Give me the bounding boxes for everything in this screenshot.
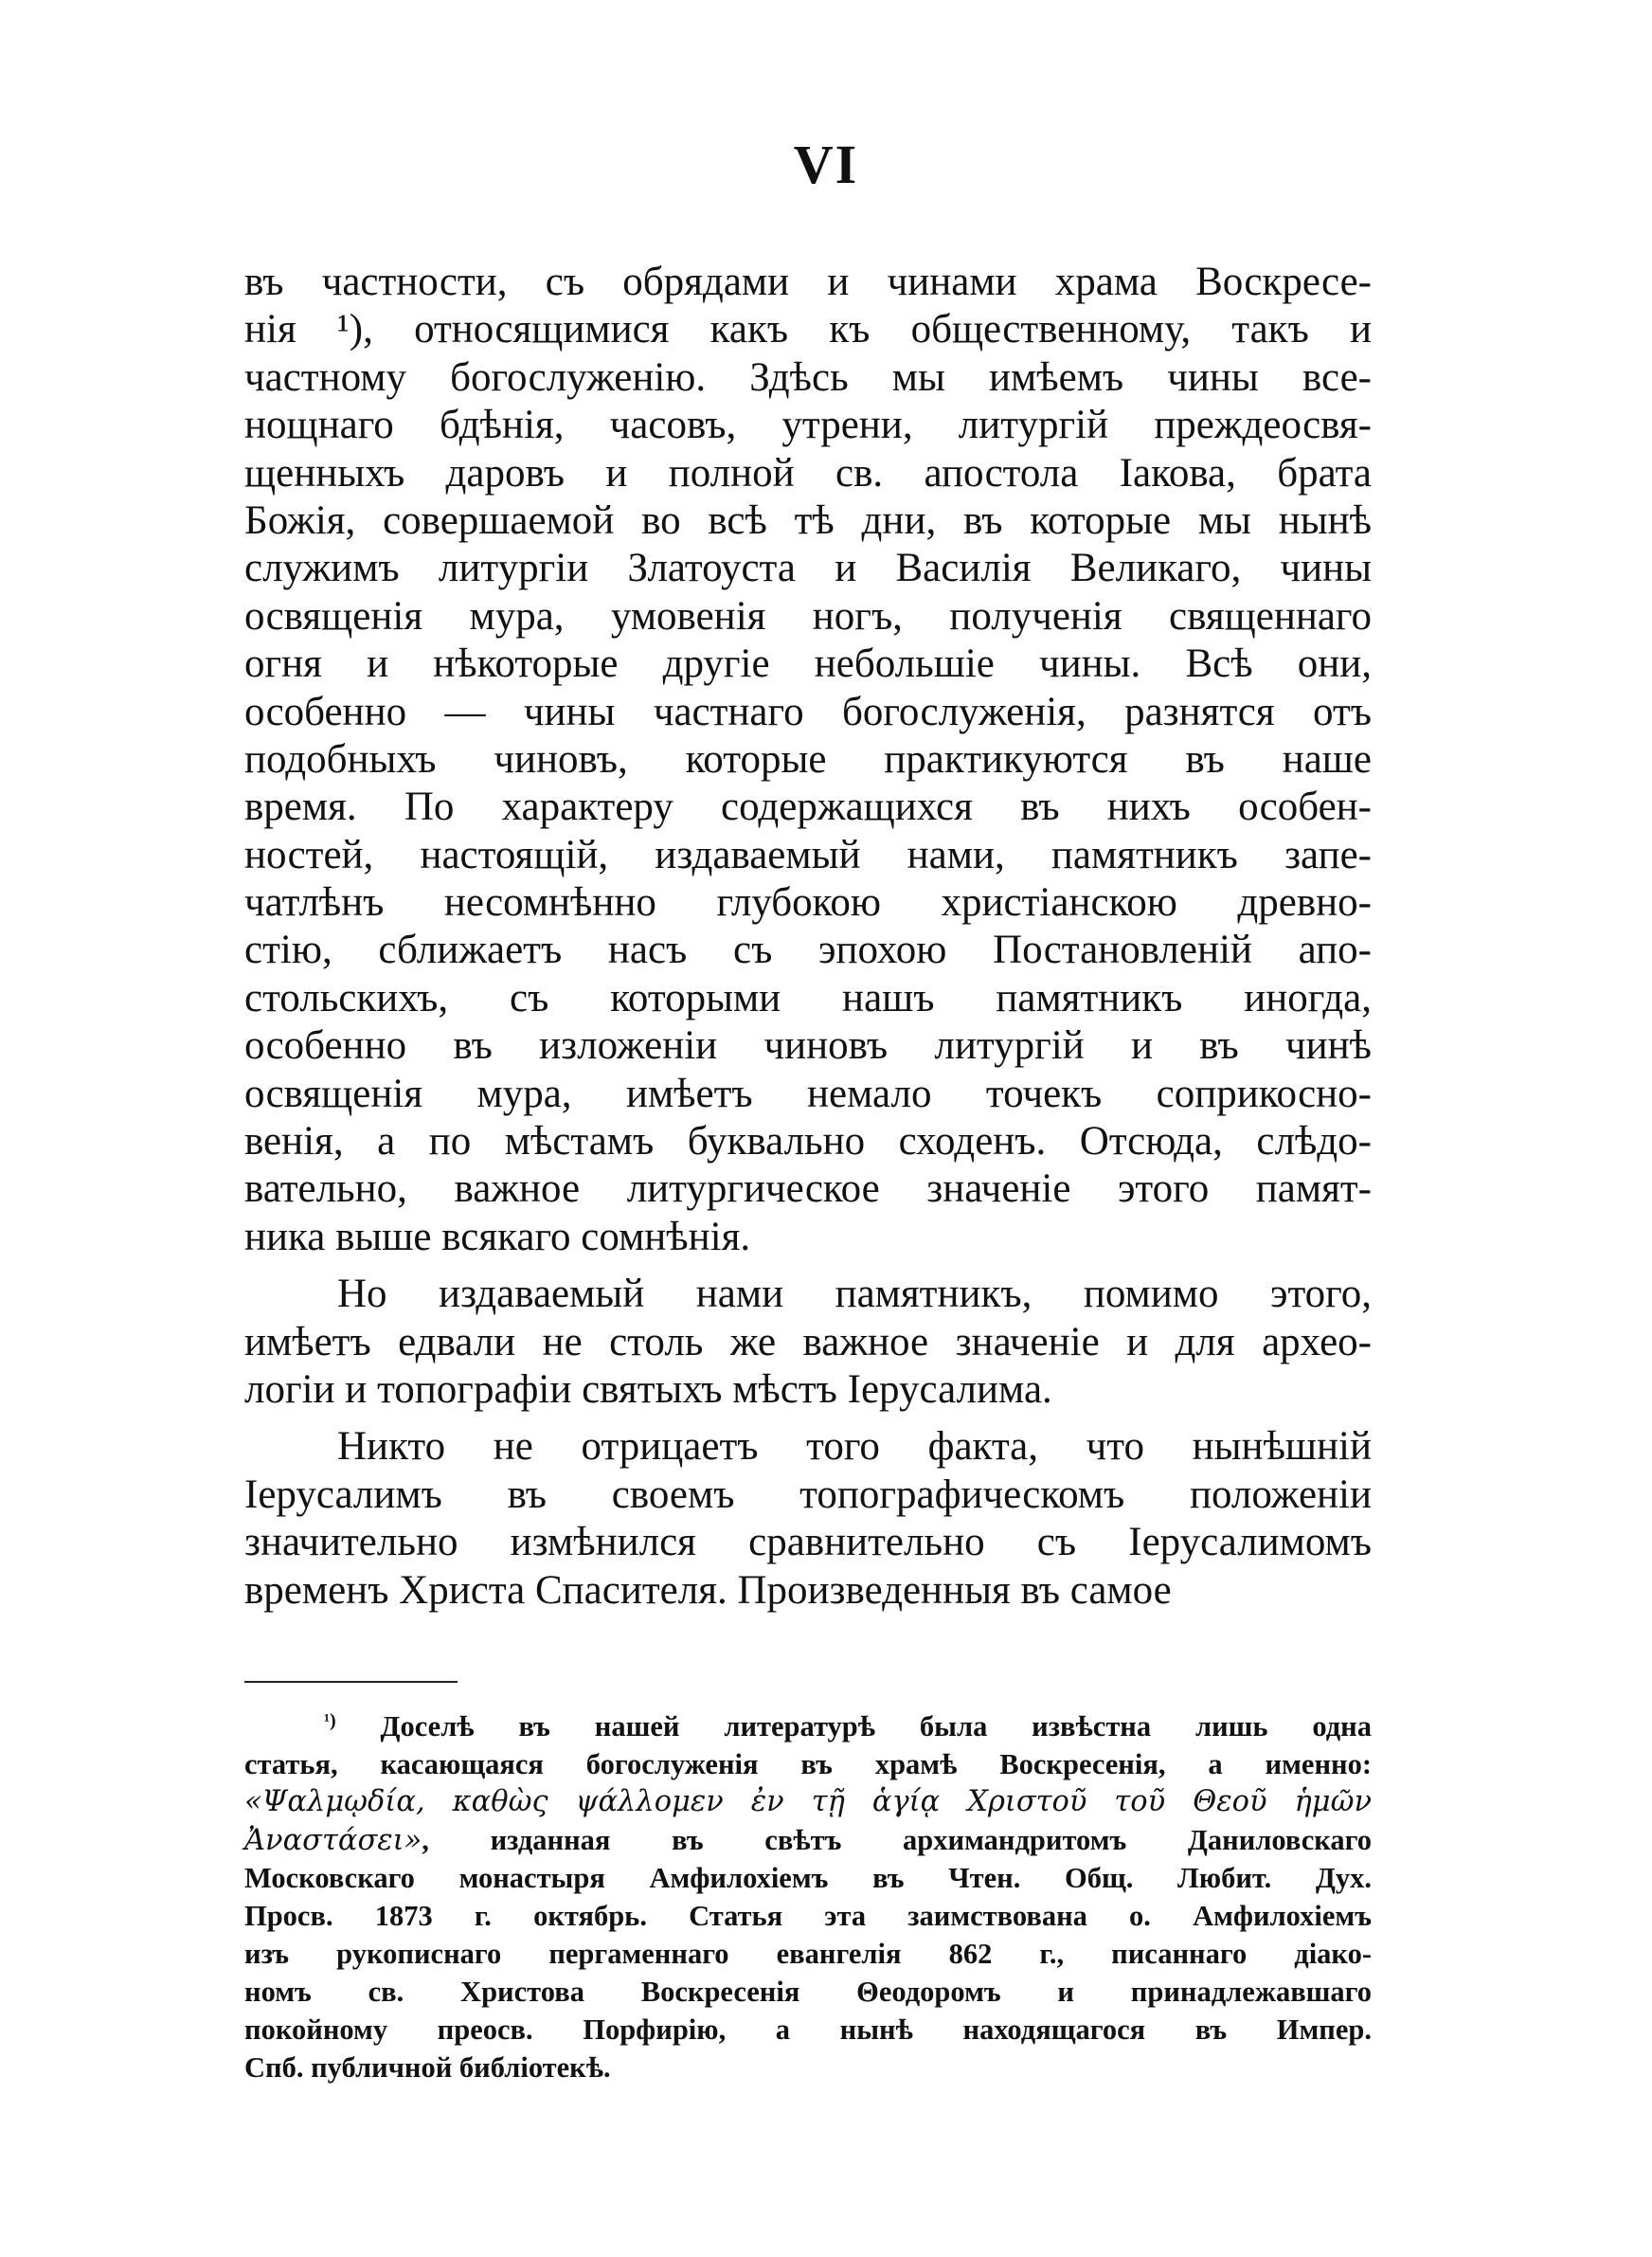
text-line: Божія, совершаемой во всѣ тѣ дни, въ которые мы нынѣ	[244, 497, 1372, 543]
footnote-greek-line: «Ψαλμῳδία, καθὼς ψάλλομεν ἐν τῇ ἁγίᾳ Χριστοῦ τοῦ Θεοῦ ἡμῶν	[244, 1785, 1372, 1818]
footnote-greek-word: Ἀναστάσει»	[244, 1824, 422, 1857]
footnote-line: номъ св. Христова Воскресенія Θеодоромъ и принадлежавшаго	[244, 1976, 1372, 2008]
text-line: освященія мура, умовенія ногъ, полученія священнаго	[244, 593, 1372, 639]
text-line: подобныхъ чиновъ, которые практикуются въ наше	[244, 736, 1372, 782]
text-line: нія ¹), относящимися какъ къ общественному, такъ и	[244, 307, 1372, 352]
footnote-marker: ¹)	[324, 1710, 336, 1731]
footnote-line: Ἀναστάσει», изданная въ свѣтъ архимандритомъ Даниловскаго	[244, 1824, 1372, 1857]
text-line: время. По характеру содержащихся въ нихъ особен-	[244, 785, 1372, 830]
text-line: особенно въ изложеніи чиновъ литургій и въ чинѣ	[244, 1023, 1372, 1069]
text-line: вательно, важное литургическое значеніе этого памят-	[244, 1166, 1372, 1212]
footnote	[244, 1707, 1372, 2086]
text-line: служимъ литургіи Златоуста и Василія Великаго, чины	[244, 546, 1372, 591]
text-line: особенно — чины частнаго богослуженія, разнятся отъ	[244, 689, 1372, 734]
text-line: нощнаго бдѣнія, часовъ, утрени, литургій преждеосвя-	[244, 403, 1372, 448]
footnote-line: Московскаго монастыря Амфилохіемъ въ Чтен. Общ. Любит. Дух.	[244, 1862, 1372, 1894]
paragraph	[244, 1270, 1372, 1413]
text-line: имѣетъ едвали не столь же важное значеніе и для архео-	[244, 1319, 1372, 1364]
footnote-line: Спб. публичной библіотекѣ.	[244, 2051, 611, 2084]
footnote-line: изъ рукописнаго пергаменнаго евангелія 862 г., писаннаго діако-	[244, 1938, 1372, 1970]
page-number: VI	[793, 134, 859, 195]
text-line: щенныхъ даровъ и полной св. апостола Іакова, брата	[244, 450, 1372, 496]
text-line: стольскихъ, съ которыми нашъ памятникъ иногда,	[244, 975, 1372, 1020]
footnote-line: $^{^1)}$ Доселѣ въ нашей литературѣ была извѣстна лишь одна	[324, 1710, 1373, 1742]
text-line: Никто не отрицаетъ того факта, что нынѣшній	[337, 1424, 1372, 1470]
footnote-line: статья, касающаяся богослуженія въ храмѣ Воскресенія, а именно:	[244, 1748, 1372, 1780]
text-line: въ частности, съ обрядами и чинами храма Воскресе-	[244, 260, 1372, 304]
text-line: чатлѣнъ несомнѣнно глубокою христіанскою древно-	[244, 880, 1372, 926]
text-line: ностей, настоящій, издаваемый нами, памятникъ запе-	[244, 832, 1372, 877]
text-line: стію, сближаетъ насъ съ эпохою Постановленій апо-	[244, 928, 1372, 973]
text-line: логіи и топографіи святыхъ мѣстъ Іерусалима.	[244, 1366, 1052, 1412]
paragraph	[244, 258, 1372, 1260]
text-line: венія, а по мѣстамъ буквально сходенъ. Отсюда, слѣдо-	[244, 1119, 1372, 1165]
footnote-rest	[244, 1859, 1372, 2086]
footnote-line: покойному преосв. Порфирію, а нынѣ находящагося въ Импер.	[244, 2013, 1372, 2046]
footnote-line: Просв. 1873 г. октябрь. Статья эта заимствована о. Амфилохіемъ	[244, 1900, 1372, 1932]
text-line: временъ Христа Спасителя. Произведенныя въ самое	[244, 1567, 1172, 1613]
text-line: частному богослуженію. Здѣсь мы имѣемъ чины все-	[244, 354, 1372, 400]
main-text	[244, 258, 1372, 1614]
text-line: значительно измѣнился сравнительно съ Іерусалимомъ	[244, 1520, 1372, 1565]
text-line: освященія мура, имѣетъ немало точекъ соприкосно-	[244, 1071, 1372, 1116]
text-line: Іерусалимъ въ своемъ топографическомъ положеніи	[244, 1472, 1372, 1517]
text-line: огня и нѣкоторые другіе небольшіе чины. Всѣ они,	[244, 641, 1372, 687]
text-line: Но издаваемый нами памятникъ, помимо этого,	[337, 1272, 1372, 1317]
paragraph	[244, 1422, 1372, 1614]
footnote-divider	[244, 1681, 458, 1683]
text-line: ника выше всякаго сомнѣнія.	[244, 1214, 751, 1259]
